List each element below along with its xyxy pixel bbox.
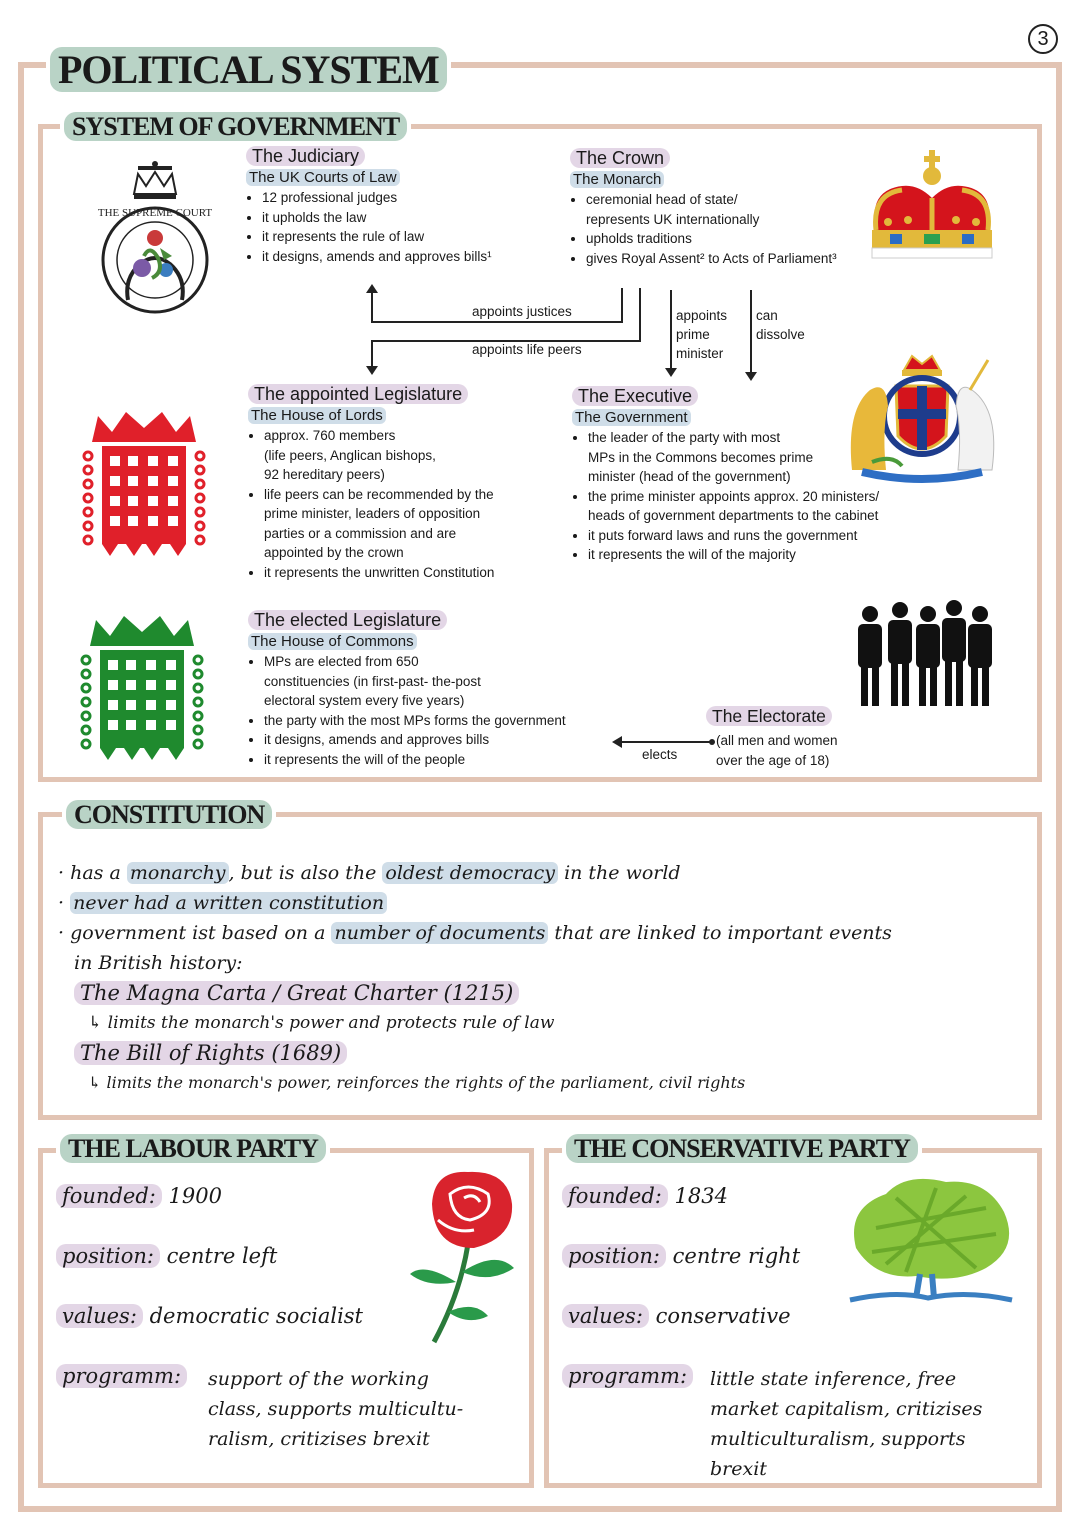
house-of-lords-portcullis-icon: [82, 406, 206, 556]
constitution-line-1: · has a monarchy , but is also the oldest democracy in the world: [58, 862, 681, 884]
page-number: 3: [1037, 28, 1049, 50]
arrow-can-dissolve: [750, 290, 752, 374]
crown-title: The Crown: [570, 148, 670, 168]
bill-of-rights-note: ↳ limits the monarch's power, reinforces the rights of the parliament, civil rights: [88, 1073, 746, 1092]
supreme-court-seal-icon: [94, 160, 216, 316]
judiciary-title: The Judiciary: [246, 146, 365, 166]
commons-subtitle: The House of Commons: [248, 633, 417, 650]
commons-bullets: • MPs are elected from 650 constituencies (in first-past- the-post electoral system every five years) • the party with the most MPs forms the government • it designs, amends and approves bills • it represents the will of the people: [248, 652, 608, 769]
label-appoints-pm: appoints prime minister: [676, 308, 728, 361]
conservative-tree-icon: [836, 1168, 1020, 1310]
commons-block: [248, 610, 608, 769]
constitution-line-3: · government ist based on a number of documents that are linked to important events: [58, 922, 892, 944]
constitution-line-4: in British history:: [74, 952, 243, 974]
conservative-position-label: position:: [562, 1244, 666, 1268]
conservative-founded: 1834: [674, 1184, 728, 1208]
label-appoints-justices: appoints justices: [472, 304, 572, 319]
labour-founded-label: founded:: [56, 1184, 162, 1208]
executive-bullets: • the leader of the party with most MPs in the Commons becomes prime minister (head of the government) • the prime minister appoints approx. 20 ministers/ heads of government departments to the cabinet • it puts forward laws and runs the government • it represents the will of the majority: [572, 428, 912, 565]
electorate-block: [706, 706, 886, 770]
labour-programm: support of the working class, supports multicultu- ralism, critizises brexit: [208, 1368, 464, 1450]
label-appoints-life-peers: appoints life peers: [472, 342, 582, 357]
labour-position: centre left: [166, 1244, 278, 1268]
labour-rose-icon: [404, 1164, 526, 1348]
conservative-values-label: values:: [562, 1304, 649, 1328]
conservative-programm-label: programm:: [562, 1364, 693, 1388]
judiciary-bullets: • 12 professional judges • it upholds the law • it represents the rule of law • it designs, amends and approves bills¹: [246, 188, 546, 266]
labour-heading: THE LABOUR PARTY: [56, 1134, 330, 1164]
page-title: POLITICAL SYSTEM: [46, 46, 451, 93]
arrow-head-up-icon: [366, 284, 378, 293]
conservative-values: conservative: [655, 1304, 791, 1328]
arrow-appoints-justices-v: [621, 288, 623, 322]
electorate-line-1: (all men and women: [716, 733, 838, 748]
arrow-head-down-icon: [745, 372, 757, 381]
crown-subtitle: The Monarch: [570, 171, 664, 188]
conservative-programm: little state inference, free market capitalism, critizises multiculturalism, supports brexit: [710, 1368, 983, 1480]
labour-programm-label: programm:: [56, 1364, 187, 1388]
conservative-founded-label: founded:: [562, 1184, 668, 1208]
magna-carta-note: ↳ limits the monarch's power and protects rule of law: [88, 1013, 555, 1033]
label-elects: elects: [642, 747, 678, 762]
labour-founded: 1900: [168, 1184, 222, 1208]
arrow-life-peers-down: [371, 340, 373, 368]
conservative-position: centre right: [672, 1244, 801, 1268]
house-of-commons-portcullis-icon: [80, 610, 204, 760]
labour-position-label: position:: [56, 1244, 160, 1268]
constitution-heading: CONSTITUTION: [62, 800, 276, 830]
executive-title: The Executive: [572, 386, 698, 406]
government-heading: SYSTEM OF GOVERNMENT: [60, 112, 411, 142]
arrow-appoints-pm: [670, 290, 672, 370]
labour-values: democratic socialist: [149, 1304, 363, 1328]
crown-icon: [862, 150, 1002, 266]
executive-subtitle: The Government: [572, 409, 691, 426]
electorate-title: The Electorate: [706, 706, 832, 726]
magna-carta: The Magna Carta / Great Charter (1215): [58, 978, 1028, 1008]
lords-title: The appointed Legislature: [248, 384, 468, 404]
page-number-badge: [1028, 24, 1058, 54]
lords-bullets: • approx. 760 members (life peers, Anglican bishops, 92 hereditary peers) • life peers can be recommended by the prime minister, leaders of opposition parties or a commission and are appointed by the crown • it represents the unwritten Constitution: [248, 426, 558, 582]
arrow-life-peers-v: [639, 288, 641, 342]
crown-bullets: • ceremonial head of state/ represents UK internationally • upholds traditions • gives Royal Assent² to Acts of Parliament³: [570, 190, 870, 268]
arrow-head-down-icon: [366, 366, 378, 375]
seal-text: THE SUPREME COURT: [97, 207, 213, 219]
constitution-line-2: · never had a written constitution: [58, 888, 1028, 918]
people-group-icon: [852, 600, 998, 708]
arrow-head-left-icon: [612, 736, 622, 748]
bill-of-rights: The Bill of Rights (1689): [58, 1038, 1028, 1068]
crown-block: [570, 148, 870, 268]
label-can-dissolve: can dissolve: [756, 308, 805, 342]
conservative-heading: THE CONSERVATIVE PARTY: [562, 1134, 922, 1164]
constitution-body: [58, 858, 1028, 1098]
lords-block: [248, 384, 558, 582]
judiciary-subtitle: The UK Courts of Law: [246, 169, 400, 186]
lords-subtitle: The House of Lords: [248, 407, 386, 424]
electorate-line-2: over the age of 18): [716, 752, 830, 768]
arrow-elects-line: [622, 741, 712, 743]
labour-values-label: values:: [56, 1304, 143, 1328]
commons-title: The elected Legislature: [248, 610, 447, 630]
arrow-dot: [709, 739, 715, 745]
arrow-head-down-icon: [665, 368, 677, 377]
royal-coat-of-arms-icon: [842, 350, 1002, 486]
arrow-appoints-justices-h: [371, 321, 623, 323]
arrow-appoints-justices-line: [371, 290, 373, 322]
judiciary-block: [246, 146, 546, 266]
